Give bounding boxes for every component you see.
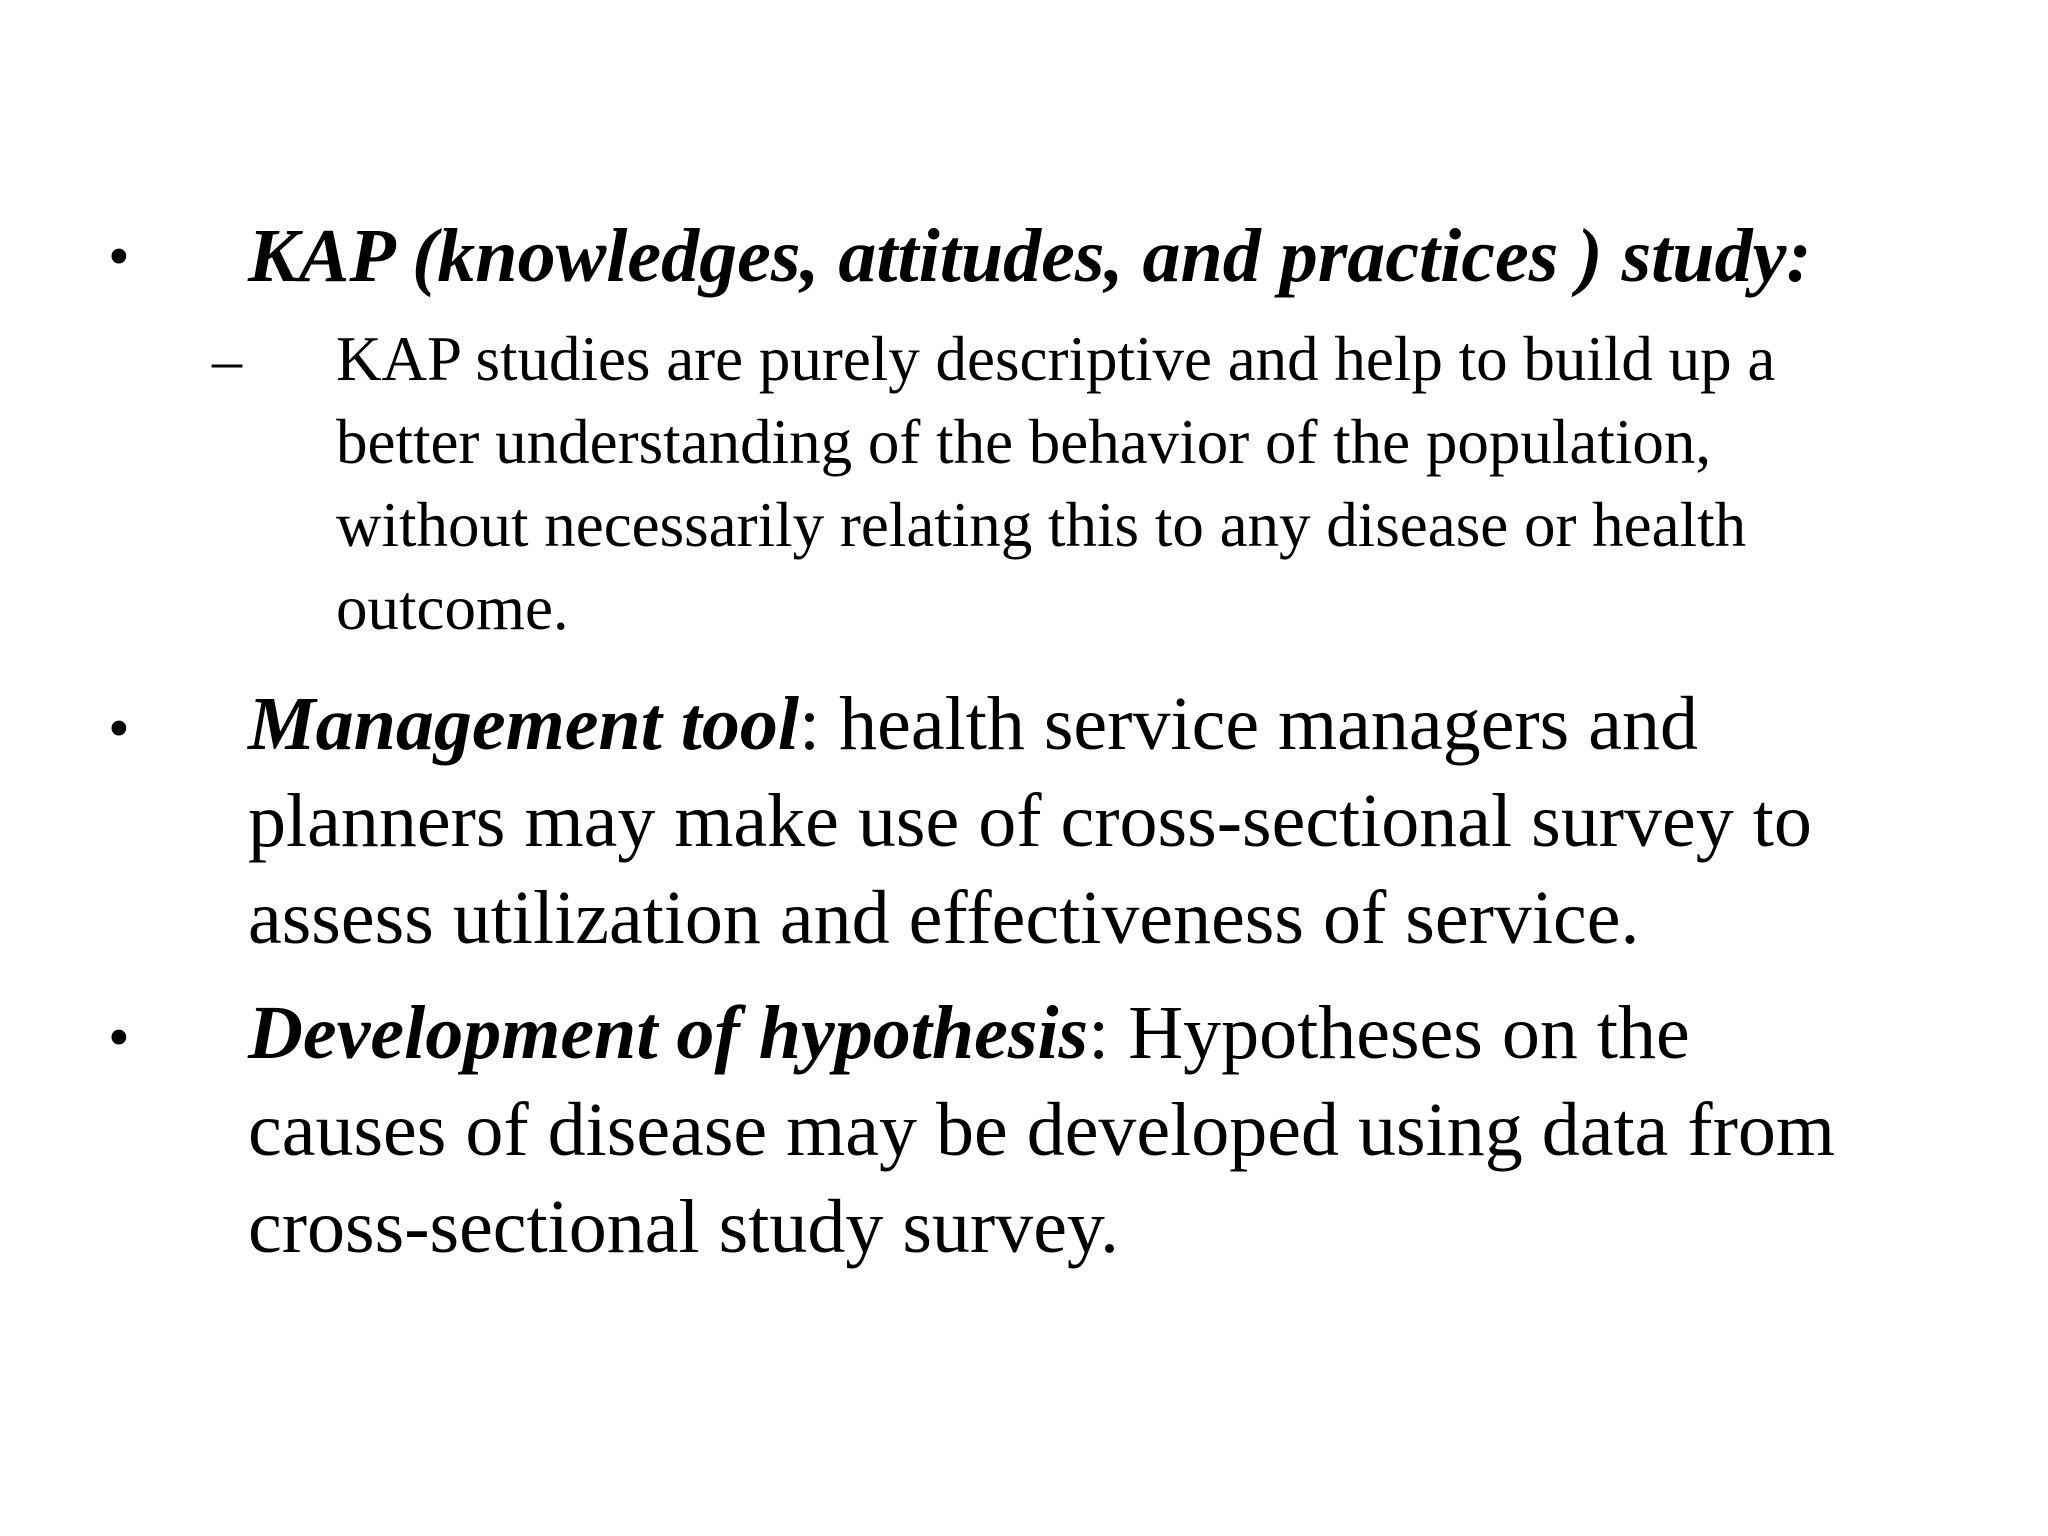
text-line: assess utilization and effectiveness of service. xyxy=(248,876,1640,960)
bullet-marker: • xyxy=(108,223,130,291)
bullet-management-text xyxy=(248,676,1968,967)
text-line: outcome. xyxy=(336,573,569,643)
text-line xyxy=(248,985,1968,1082)
bullet-heading-rest: : Hypotheses on the xyxy=(1088,991,1690,1075)
bullet-kap-heading xyxy=(248,208,1968,305)
bullet-heading: Development of hypothesis xyxy=(248,991,1089,1075)
bullet-marker: • xyxy=(108,695,130,763)
sub-bullet-text xyxy=(336,318,1986,650)
bullet-development-text xyxy=(248,985,1968,1276)
text-line: better understanding of the behavior of the population, xyxy=(336,407,1712,477)
text-line xyxy=(248,676,1968,773)
text-line: cross-sectional study survey. xyxy=(248,1185,1119,1269)
sub-bullet-marker: – xyxy=(212,327,242,393)
text-line: causes of disease may be developed using data from xyxy=(248,1088,1836,1172)
bullet-heading: KAP (knowledges, attitudes, and practices ) study: xyxy=(248,214,1812,298)
text-line: without necessarily relating this to any disease or health xyxy=(336,490,1747,560)
bullet-heading-rest: : health service managers and xyxy=(799,682,1698,766)
bullet-marker: • xyxy=(108,1004,130,1072)
text-line: KAP studies are purely descriptive and help to build up a xyxy=(336,324,1776,394)
bullet-heading: Management tool xyxy=(248,682,800,766)
text-line: planners may make use of cross-sectional survey to xyxy=(248,779,1812,863)
